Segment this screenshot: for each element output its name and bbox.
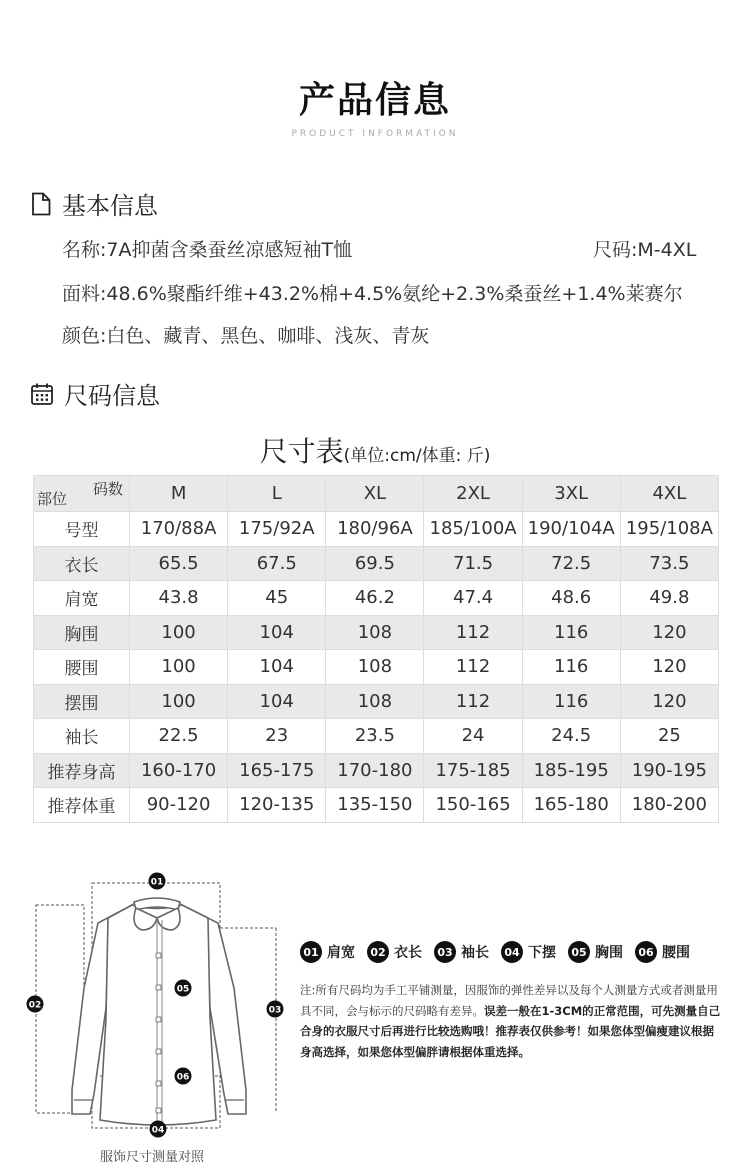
table-cell: 160-170 <box>130 753 228 788</box>
table-cell: 104 <box>228 615 326 650</box>
page-subtitle: PRODUCT INFORMATION <box>291 129 459 139</box>
legend-item <box>367 941 422 963</box>
table-cell: 23 <box>228 719 326 754</box>
size-table-corner <box>34 476 130 512</box>
size-table-header-row <box>34 476 719 512</box>
table-cell: 120-135 <box>228 788 326 823</box>
table-cell: 47.4 <box>424 581 522 616</box>
corner-size-label: 码数 <box>92 480 123 498</box>
legend-item <box>434 941 489 963</box>
table-row <box>34 719 719 754</box>
calendar-grid-icon <box>30 382 54 406</box>
legend-number-badge: 02 <box>367 941 389 963</box>
marker-number: 04 <box>151 1125 165 1136</box>
size-header: 3XL <box>522 476 620 512</box>
table-cell: 165-180 <box>522 788 620 823</box>
table-cell: 190/104A <box>522 512 620 547</box>
table-cell: 170/88A <box>130 512 228 547</box>
legend-label: 胸围 <box>595 945 623 961</box>
size-table-title-main: 尺寸表 <box>259 435 344 468</box>
table-cell: 180-200 <box>620 788 718 823</box>
table-row <box>34 788 719 823</box>
size-info-heading <box>30 376 160 411</box>
note-bold-text: 误差一般在1-3CM的正常范围，可先测量自己合身的衣服尺寸后再进行比较选购哦！推荐表仅供参考！如果您体型偏瘦建议根据身高选择，如果您体型偏胖请根据体重选择。 <box>300 1003 721 1059</box>
legend-label: 下摆 <box>528 945 556 961</box>
table-cell: 73.5 <box>620 546 718 581</box>
table-cell: 71.5 <box>424 546 522 581</box>
legend-number-badge: 04 <box>501 941 523 963</box>
diagram-caption: 服饰尺寸测量对照 <box>100 1150 205 1165</box>
table-cell: 112 <box>424 650 522 685</box>
size-table-title-unit: (单位:cm/体重: 斤) <box>343 446 491 466</box>
table-cell: 22.5 <box>130 719 228 754</box>
basic-info-heading <box>30 186 158 221</box>
table-cell: 48.6 <box>522 581 620 616</box>
row-label: 衣长 <box>34 546 130 581</box>
legend-item <box>568 941 623 963</box>
marker-number: 01 <box>150 877 164 888</box>
table-cell: 120 <box>620 615 718 650</box>
table-cell: 24.5 <box>522 719 620 754</box>
measurement-note <box>300 980 724 1062</box>
table-cell: 180/96A <box>326 512 424 547</box>
document-icon <box>30 192 52 216</box>
marker-number: 03 <box>268 1005 282 1016</box>
note-normal-text: 注:所有尺码均为手工平铺测量，因服饰的弹性差异以及每个人测量方式或者测量用具不同，会与标示的尺码略有差异。 <box>300 983 718 1018</box>
table-cell: 100 <box>130 684 228 719</box>
table-cell: 195/108A <box>620 512 718 547</box>
table-row <box>34 684 719 719</box>
row-label: 胸围 <box>34 615 130 650</box>
table-cell: 120 <box>620 684 718 719</box>
row-label: 腰围 <box>34 650 130 685</box>
table-row <box>34 650 719 685</box>
legend-number-badge: 05 <box>568 941 590 963</box>
legend-item <box>501 941 556 963</box>
garment-measurement-diagram <box>22 868 292 1168</box>
size-header: XL <box>326 476 424 512</box>
legend-label: 肩宽 <box>327 945 355 961</box>
legend-label: 袖长 <box>461 945 489 961</box>
table-row <box>34 581 719 616</box>
table-row <box>34 615 719 650</box>
table-cell: 112 <box>424 615 522 650</box>
table-cell: 45 <box>228 581 326 616</box>
table-cell: 23.5 <box>326 719 424 754</box>
legend-label: 衣长 <box>394 945 422 961</box>
row-label: 推荐身高 <box>34 753 130 788</box>
size-header: 4XL <box>620 476 718 512</box>
table-row <box>34 512 719 547</box>
table-cell: 135-150 <box>326 788 424 823</box>
marker-number: 06 <box>176 1072 190 1083</box>
table-row <box>34 546 719 581</box>
size-header: L <box>228 476 326 512</box>
table-cell: 120 <box>620 650 718 685</box>
fabric-composition: 面料:48.6%聚酯纤维+43.2%棉+4.5%氨纶+2.3%桑蚕丝+1.4%莱赛尔 <box>62 283 683 305</box>
table-row <box>34 753 719 788</box>
table-cell: 112 <box>424 684 522 719</box>
marker-number: 02 <box>28 1000 42 1011</box>
legend-item <box>300 941 355 963</box>
corner-part-label: 部位 <box>37 490 68 508</box>
measurement-legend <box>300 941 696 963</box>
legend-label: 腰围 <box>662 945 690 961</box>
table-cell: 185-195 <box>522 753 620 788</box>
size-table <box>33 475 719 823</box>
table-cell: 46.2 <box>326 581 424 616</box>
product-name: 名称:7A抑菌含桑蚕丝凉感短袖T恤 <box>62 239 353 261</box>
table-cell: 43.8 <box>130 581 228 616</box>
row-label: 摆围 <box>34 684 130 719</box>
table-cell: 116 <box>522 650 620 685</box>
table-cell: 69.5 <box>326 546 424 581</box>
table-cell: 67.5 <box>228 546 326 581</box>
row-label: 号型 <box>34 512 130 547</box>
table-cell: 116 <box>522 615 620 650</box>
table-cell: 49.8 <box>620 581 718 616</box>
table-cell: 116 <box>522 684 620 719</box>
size-header: 2XL <box>424 476 522 512</box>
size-table-title <box>0 430 750 470</box>
size-info-heading-label: 尺码信息 <box>64 382 160 410</box>
table-cell: 165-175 <box>228 753 326 788</box>
table-cell: 175/92A <box>228 512 326 547</box>
table-cell: 104 <box>228 650 326 685</box>
table-cell: 190-195 <box>620 753 718 788</box>
table-cell: 150-165 <box>424 788 522 823</box>
table-cell: 108 <box>326 650 424 685</box>
legend-number-badge: 01 <box>300 941 322 963</box>
table-cell: 108 <box>326 684 424 719</box>
page-title: 产品信息 <box>298 80 451 121</box>
legend-item <box>635 941 690 963</box>
marker-number: 05 <box>176 984 190 995</box>
table-cell: 90-120 <box>130 788 228 823</box>
row-label: 推荐体重 <box>34 788 130 823</box>
table-cell: 100 <box>130 615 228 650</box>
table-cell: 25 <box>620 719 718 754</box>
table-cell: 175-185 <box>424 753 522 788</box>
color-options: 颜色:白色、藏青、黑色、咖啡、浅灰、青灰 <box>62 325 430 347</box>
row-label: 袖长 <box>34 719 130 754</box>
table-cell: 100 <box>130 650 228 685</box>
table-cell: 65.5 <box>130 546 228 581</box>
table-cell: 108 <box>326 615 424 650</box>
table-cell: 104 <box>228 684 326 719</box>
table-cell: 170-180 <box>326 753 424 788</box>
basic-info-heading-label: 基本信息 <box>62 192 158 220</box>
table-cell: 24 <box>424 719 522 754</box>
table-cell: 72.5 <box>522 546 620 581</box>
size-header: M <box>130 476 228 512</box>
size-range: 尺码:M-4XL <box>593 239 697 261</box>
table-cell: 185/100A <box>424 512 522 547</box>
legend-number-badge: 03 <box>434 941 456 963</box>
legend-number-badge: 06 <box>635 941 657 963</box>
row-label: 肩宽 <box>34 581 130 616</box>
